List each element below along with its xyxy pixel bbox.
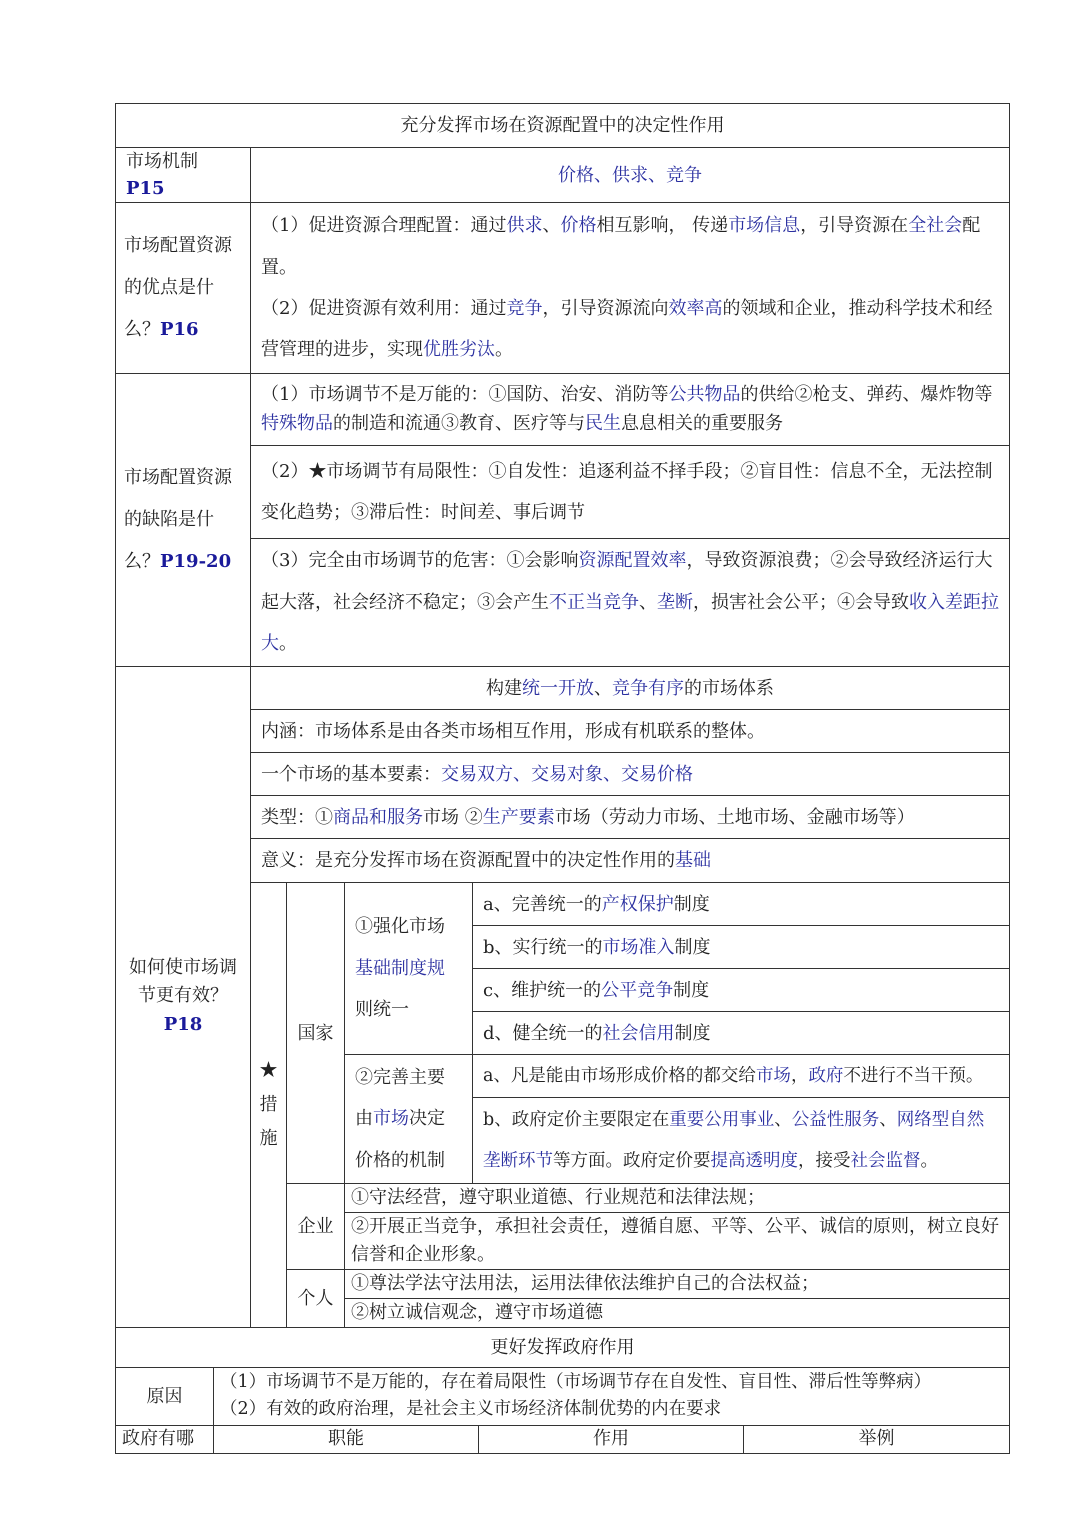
enterprise-item-1: ①守法经营，遵守职业道德、行业规范和法律法规； <box>345 1184 1010 1213</box>
individual-item-2: ②树立诚信观念，遵守市场道德 <box>345 1298 1010 1327</box>
reason-2: （2）有效的政府治理，是社会主义市场经济体制优势的内在要求 <box>220 1399 722 1420</box>
enterprise-item-2: ②开展正当竞争，承担社会责任，遵循自愿、平等、公平、诚信的原则，树立良好信誉和企业形象。 <box>345 1213 1010 1270</box>
individual-item-1: ①尊法学法守法用法，运用法律依法维护自己的合法权益； <box>345 1269 1010 1298</box>
state-sub-1: ①强化市场 基础制度规 则统一 <box>345 883 473 1055</box>
table-title: 充分发挥市场在资源配置中的决定性作用 <box>116 104 1010 148</box>
advantages-content <box>251 203 1010 374</box>
defect-3: （3）完全由市场调节的危害：①会影响资源配置效率，导致资源浪费；②会导致经济运行大起大落，社会经济不稳定；③会产生不正当竞争、垄断，损害社会公平；④会导致收入差距拉大。 <box>251 539 1010 667</box>
advantages-label: 市场配置资源的优点是什么？P16 <box>116 203 251 374</box>
price-item-b: b、政府定价主要限定在重要公用事业、公益性服务、网络型自然垄断环节等方面。政府定价要提高透明度，接受社会监督。 <box>473 1098 1010 1184</box>
measures-label: ★措施 <box>251 883 287 1328</box>
defects-label: 市场配置资源的缺陷是什么？P19-20 <box>116 374 251 667</box>
market-elements: 一个市场的基本要素：交易双方、交易对象、交易价格 <box>251 753 1010 796</box>
mechanism-value: 价格、供求、竞争 <box>251 148 1010 203</box>
mechanism-label: 市场机制 P15 <box>116 148 251 203</box>
state-label: 国家 <box>287 883 345 1184</box>
system-title: 构建统一开放、竞争有序的市场体系 <box>251 667 1010 710</box>
defect-2: （2）★市场调节有局限性：①自发性：追逐利益不择手段；②盲目性：信息不全，无法控制变化趋势；③滞后性：时间差、事后调节 <box>251 446 1010 539</box>
system-meaning: 意义：是充分发挥市场在资源配置中的决定性作用的基础 <box>251 839 1010 883</box>
state-item-d: d、健全统一的社会信用制度 <box>473 1012 1010 1055</box>
defect-1: （1）市场调节不是万能的：①国防、治安、消防等公共物品的供给②枪支、弹药、爆炸物等特殊物品的制造和流通③教育、医疗等与民生息息相关的重要服务 <box>251 374 1010 446</box>
market-types: 类型：①商品和服务市场 ②生产要素市场（劳动力市场、土地市场、金融市场等） <box>251 796 1010 839</box>
advantage-1: （1）促进资源合理配置：通过供求、价格相互影响， 传递市场信息，引导资源在全社会配置。 <box>261 215 981 278</box>
government-row-label: 政府有哪 <box>116 1425 214 1453</box>
effective-label: 如何使市场调节更有效？ P18 <box>116 667 251 1328</box>
reason-label: 原因 <box>116 1367 214 1425</box>
header-example: 举例 <box>744 1425 1010 1453</box>
reason-content <box>214 1367 1010 1425</box>
government-title: 更好发挥政府作用 <box>116 1327 1010 1367</box>
price-item-a: a、凡是能由市场形成价格的都交给市场，政府不进行不当干预。 <box>473 1055 1010 1098</box>
notes-table <box>115 103 1010 1328</box>
individual-label: 个人 <box>287 1269 345 1327</box>
state-item-a: a、完善统一的产权保护制度 <box>473 883 1010 926</box>
enterprise-label: 企业 <box>287 1184 345 1270</box>
header-function: 职能 <box>214 1425 479 1453</box>
connotation: 内涵：市场体系是由各类市场相互作用，形成有机联系的整体。 <box>251 710 1010 753</box>
state-item-b: b、实行统一的市场准入制度 <box>473 926 1010 969</box>
notes-table-container <box>115 103 1009 1454</box>
reason-1: （1）市场调节不是万能的，存在着局限性（市场调节存在自发性、盲目性、滞后性等弊病） <box>220 1372 932 1393</box>
government-table <box>115 1327 1010 1454</box>
state-sub-2: ②完善主要 由市场决定 价格的机制 <box>345 1055 473 1184</box>
state-item-c: c、维护统一的公平竞争制度 <box>473 969 1010 1012</box>
header-role: 作用 <box>479 1425 744 1453</box>
advantage-2: （2）促进资源有效利用：通过竞争，引导资源流向效率高的领域和企业，推动科学技术和经营管理的进步，实现优胜劣汰。 <box>261 298 993 361</box>
